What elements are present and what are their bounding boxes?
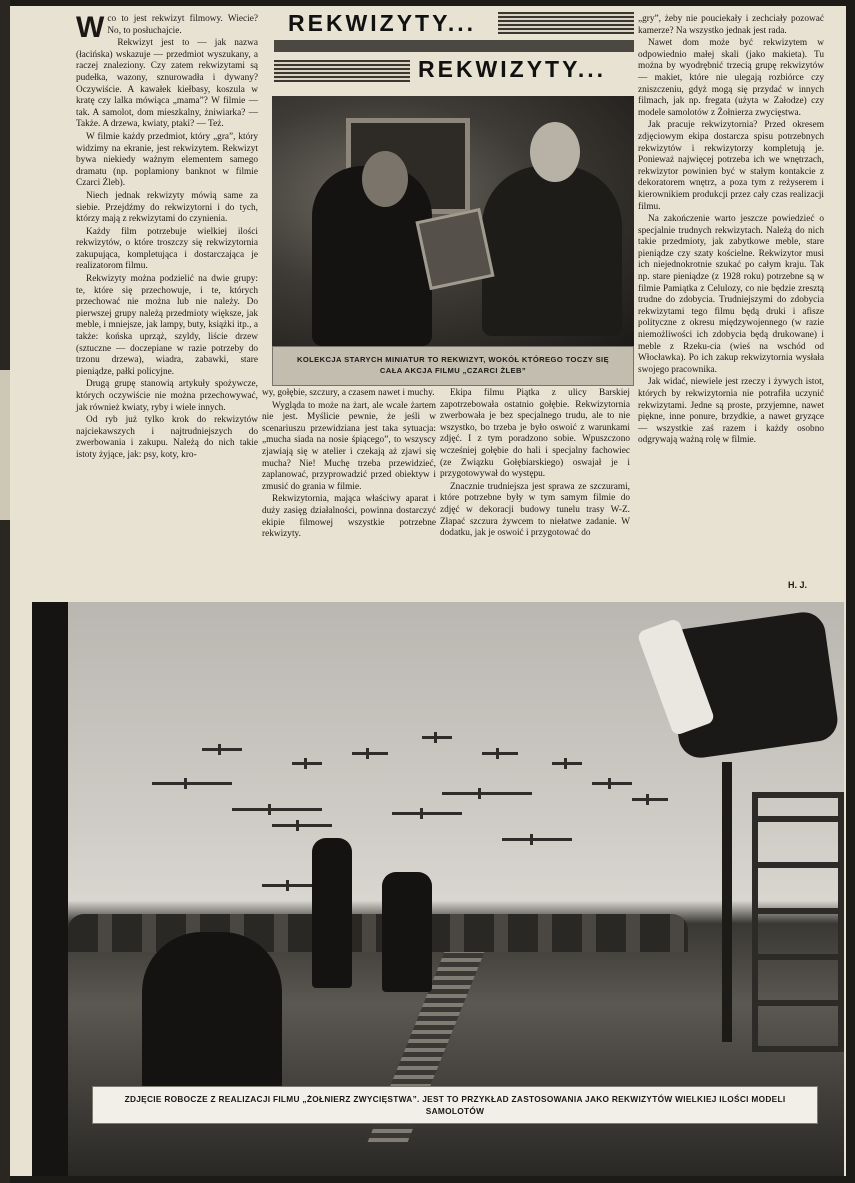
neighbor-page-fragment xyxy=(0,370,10,520)
paragraph: co to jest rekwizyt filmowy. Wiecie? No, to posłuchajcie. xyxy=(107,14,258,36)
paragraph: wy, gołębie, szczury, a czasem nawet i muchy. xyxy=(262,388,435,398)
photo-head xyxy=(530,122,580,182)
model-plane xyxy=(552,762,582,765)
author-signature: H. J. xyxy=(788,580,808,590)
crew-member-foreground xyxy=(142,932,282,1092)
crew-member xyxy=(312,838,352,988)
paragraph: „gry”, żeby nie pouciekały i zechciały pozować kamerze? Na wszystko jednak jest rada. xyxy=(638,14,824,36)
title-wave-ornament xyxy=(274,60,410,82)
model-plane xyxy=(482,752,518,755)
paragraph: Wygląda to może na żart, ale wcale żartem nie jest. Myślicie pewnie, że jeśli w scenariuszu przewidziana jest taka sytuacja: „mucha siada na nosie śpiącego”, to wszyscy zjawiają się w atelier i czekają aż zjawi się mucha? Nie! Muchę trzeba przewidzieć, zaplanować, przyprowadzić przed obiektyw i zmusić do grania w filmie. xyxy=(262,400,436,492)
crew-member xyxy=(382,872,432,992)
paragraph: Nawet dom może być rekwizytem w odpowiednio małej skali (jako makieta). Tu można by wyodrębnić trzecią grupę rekwizytów — makiet, które nie ulegają rozbiórce czy zniszczeniu, gdyż mogą się przydać w innych filmach, jak np. fregata (użyta w Załodze) czy modele samolotów z Żołnierza zwycięstwa. xyxy=(638,38,824,118)
paragraph: Od ryb już tylko krok do rekwizytów najciekawszych i najtrudniejszych do zwerbowania i zakupu. Należą do nich takie istoty żyjące, jak: psy, koty, kro- xyxy=(76,415,258,460)
paragraph: Ekipa filmu Piątka z ulicy Barskiej zapotrzebowała ostatnio gołębie. Rekwizytornia zwerbowała je bez specjalnego trudu, ale to nie wszystko, bo trzeba je było oswoić z warunkami zdjęć. I z tym poradzono sobie. Wpuszczono wcześniej gołębie do hali i specjalny fachowiec (ze Związku Gołębiarskiego) oswajał je i przygotowywał do występu. xyxy=(440,388,630,480)
model-plane xyxy=(272,824,332,827)
paragraph: W filmie każdy przedmiot, który „gra”, który widzimy na ekranie, jest rekwizytem. Rekwizyt bywa niekiedy ważnym elementem samego dramatu (np. poplamiony banknot w filmie Czarci Żleb). xyxy=(76,131,258,189)
model-plane xyxy=(442,792,532,795)
model-plane xyxy=(232,808,322,811)
paragraph: Jak widać, niewiele jest rzeczy i żywych istot, których by rekwizytornia nie potrafiła uczynić rekwizytami. Jedne są proste, przyjemne, nawet piękne, inne ponure, brzydkie, a nawet gryzące — wszystkie zaś razem i każdy osobno odgrywają ważną rolę w filmie. xyxy=(638,377,824,446)
photo-seated-old-man xyxy=(482,166,622,336)
model-plane xyxy=(392,812,462,815)
paragraph: Rekwizyt jest to — jak nazwa (łacińska) wskazuje — przedmiot wyszukany, a raczej znaleziony. Czy zatem rekwizytami są pudełka, wazony, sznurowadła i dywany? Oczywiście. A kawałek kiełbasy, koszula w kratę czy lalka mówiąca „mama”? W filmie — tak. A samolot, dom mieszkalny, żniwiarka? — Także. A drzewa, kwiaty, ptaki? — Też. xyxy=(76,38,258,130)
paragraph: Rekwizyty można podzielić na dwie grupy: te, które się przechowuje, i te, których przechować nie można lub nie należy. Do pierwszej grupy należą przedmioty większe, jak meble, i mniejsze, jak lampy, buty, książki itp., a także: końska uprząż, szyldy, liście drzew (sztuczne — doczepiane w razie potrzeby do trzonu drzewa), wiadra, zabawki, stare pieniądze, pałki policyjne. xyxy=(76,274,258,377)
paragraph: Drugą grupę stanowią artykuły spożywcze, których oczywiście nie można przechowywać, jak również kwiaty, ryby i wiele innych. xyxy=(76,379,258,413)
page-edge-strip xyxy=(0,0,10,1183)
paragraph: Jak pracuje rekwizytornia? Przed okresem zdjęciowym ekipa dostarcza spisu potrzebnych rekwizytów i rekwizytorzy kompletują je. Ponieważ najwięcej potrzeba ich we wnętrzach, rekwizytor powinien być w stałym kontakcie z dekoratorem wnętrz, a poza tym z reżyserem i kierownikiem produkcji przez cały czas realizacji filmu. xyxy=(638,120,824,212)
model-plane xyxy=(292,762,322,765)
light-stand xyxy=(722,762,732,1042)
model-plane xyxy=(152,782,232,785)
photo-miniatures-case xyxy=(415,208,494,290)
paragraph: Każdy film potrzebuje wielkiej ilości rekwizytów, o które troszczy się rekwizytornia zakupująca, kompletująca i dostarczająca je realizatorom filmu. xyxy=(76,226,258,272)
title-line-2: REKWIZYTY... xyxy=(418,56,607,82)
title-line-1: REKWIZYTY... xyxy=(288,10,477,36)
paragraph: Na zakończenie warto jeszcze powiedzieć o specjalnie trudnych rekwizytach. Należą do nich takie przedmioty, jak zabytkowe meble, stare pieniądze czy szaty kościelne. Rekwizytor musi ich niejednokrotnie szukać po całym kraju. Tak np. stare pieniądze (z 1928 roku) potrzebne są w filmie Pamiątka z Celulozy, co nie będzie zresztą trudne do zdobycia. Trudniejszymi do zdobycia rekwizytami tego filmu będą druki i afisze polityczne z okresu międzywojennego (w razie niemożliwości ich zdobycia będą drukowane) i meble z Rzeku-cia (wieś na wschód od Włocławka). Po ich zakup rekwizytornia wysłała swojego pracownika. xyxy=(638,214,824,375)
photo-dark-edge xyxy=(32,602,68,1176)
model-plane xyxy=(352,752,388,755)
photo-miniatures-collection xyxy=(272,96,634,346)
paragraph: Rekwizytornia, mająca właściwy aparat i duży zasięg działalności, powinna dostarczyć ekipie filmowej wszystkie potrzebne rekwizyty. xyxy=(262,494,436,540)
scaffold-tower xyxy=(752,792,844,1052)
article-column-3 xyxy=(440,388,630,541)
model-plane xyxy=(422,736,452,739)
drop-cap: W xyxy=(76,11,105,44)
paragraph: Niech jednak rekwizyty mówią same za siebie. Przejdźmy do rekwizytorni i do tych, którzy mają z rekwizytami do czynienia. xyxy=(76,190,258,225)
model-plane xyxy=(202,748,242,751)
article-column-1 xyxy=(76,11,258,463)
model-plane xyxy=(502,838,572,841)
photo-caption: ZDJĘCIE ROBOCZE Z REALIZACJI FILMU „ŻOŁNIERZ ZWYCIĘSTWA”. JEST TO PRZYKŁAD ZASTOSOWANIA JAKO REKWIZYTÓW WIELKIEJ ILOŚCI MODELI SAMOLOTÓW xyxy=(92,1086,818,1124)
photo-head xyxy=(362,151,408,207)
title-wave-ornament xyxy=(498,12,634,34)
title-rule xyxy=(274,40,634,52)
article-title xyxy=(270,8,634,90)
article-column-4 xyxy=(638,14,824,448)
model-plane xyxy=(632,798,668,801)
photo-film-set-planes xyxy=(32,602,844,1176)
paragraph: Znacznie trudniejsza jest sprawa ze szczurami, które potrzebne były w tym samym filmie do zdjęć w dekoracji budowy tunelu trasy W-Z. Złapać szczura żywcem to niełatwe zadanie. W dodatku, jak je oswoić i przygotować do xyxy=(440,481,630,539)
photo-caption: KOLEKCJA STARYCH MINIATUR TO REKWIZYT, WOKÓŁ KTÓREGO TOCZY SIĘ CAŁA AKCJA FILMU „CZARCI ŻLEB” xyxy=(272,346,634,386)
article-column-2 xyxy=(262,388,436,542)
model-plane xyxy=(592,782,632,785)
